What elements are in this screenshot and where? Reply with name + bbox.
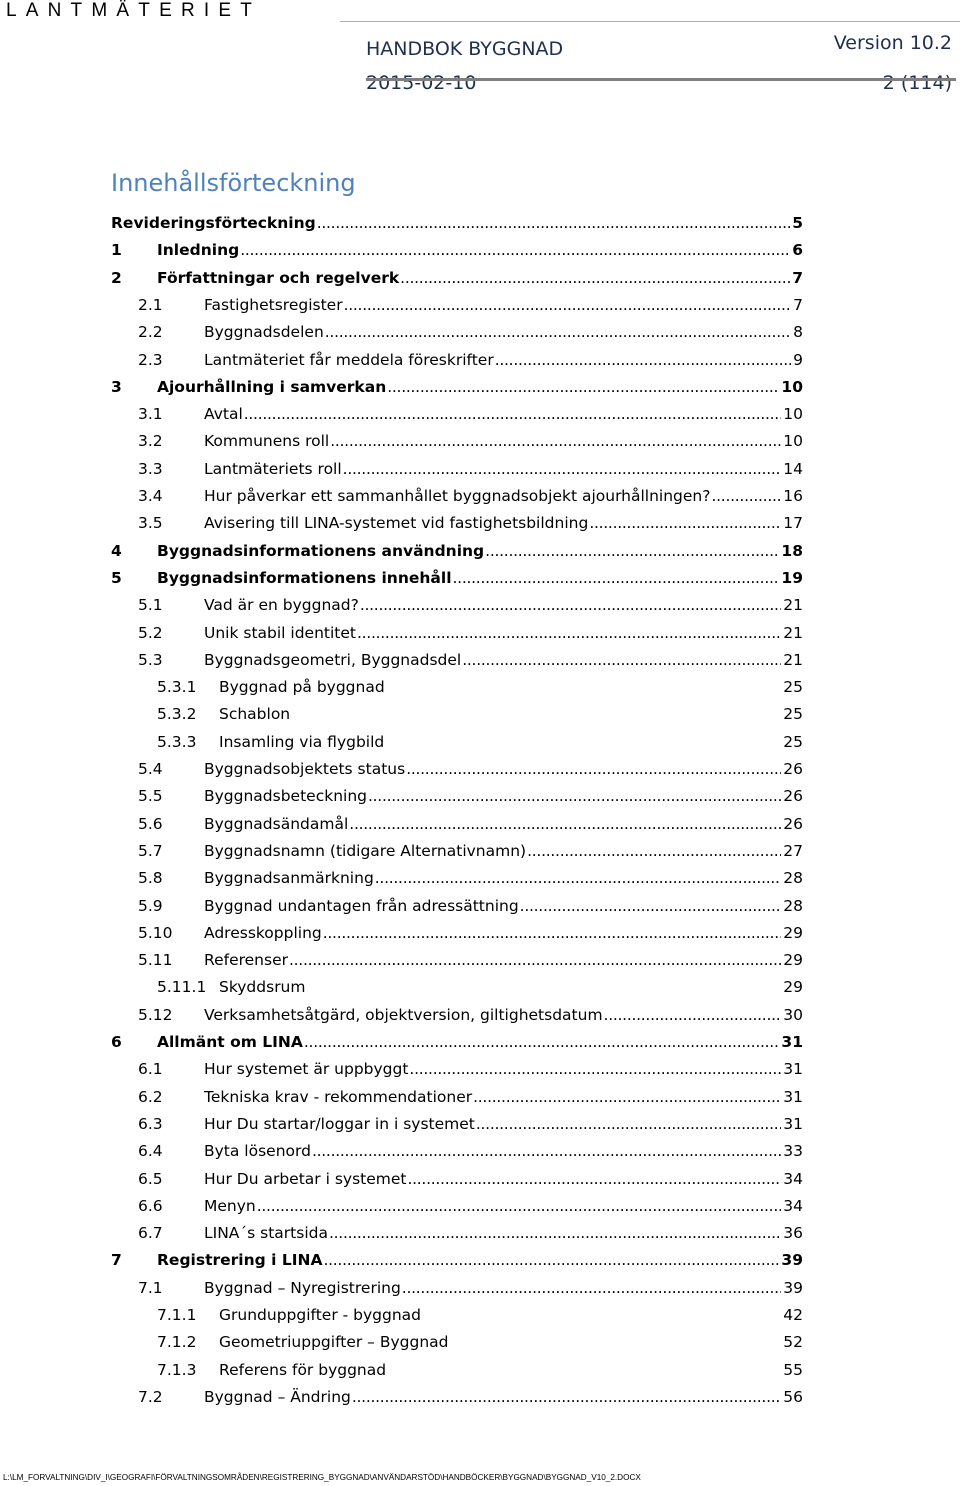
toc-dot-leader [329, 428, 781, 455]
toc-entry-number: 1 [111, 241, 122, 260]
page-number: 2 (114) [882, 72, 952, 94]
toc-entry-title: Byggnad undantagen från adressättning [204, 896, 519, 915]
toc-entry-title: Byggnadsanmärkning [204, 869, 374, 888]
toc-entry-title: Byggnadsändamål [204, 814, 349, 833]
toc-entry-title: Lantmäteriets roll [204, 459, 342, 478]
toc-entry-title: Registrering i LINA [157, 1251, 323, 1270]
toc-entry-number: 5.2 [138, 623, 163, 642]
toc-dot-leader [356, 620, 781, 647]
toc-entry-title: Adresskoppling [204, 923, 322, 942]
toc-entry[interactable] [138, 920, 803, 947]
toc-entry-page: 17 [783, 514, 803, 533]
toc-dot-leader [472, 1084, 781, 1111]
toc-entry-title: Kommunens roll [204, 432, 330, 451]
header-divider [366, 78, 956, 81]
toc-dot-leader [348, 811, 781, 838]
toc-dot-leader [322, 1247, 779, 1274]
toc-entry-page: 10 [783, 405, 803, 424]
toc-entry-title: Fastighetsregister [204, 295, 343, 314]
toc-entry-page: 55 [783, 1360, 803, 1379]
toc-entry[interactable] [138, 319, 803, 346]
toc-dot-leader [311, 1138, 781, 1165]
toc-entry-title: Referens för byggnad [219, 1360, 387, 1379]
toc-entry[interactable] [138, 865, 803, 892]
toc-entry[interactable] [138, 647, 803, 674]
toc-entry-page: 21 [783, 623, 803, 642]
toc-entry-title: Geometriuppgifter – Byggnad [219, 1333, 449, 1352]
toc-entry-title: Byggnadsbeteckning [204, 787, 367, 806]
toc-entry-number: 5.4 [138, 760, 163, 778]
toc-entry-page: 5 [792, 214, 803, 232]
toc-entry-number: 6.3 [138, 1114, 163, 1133]
toc-entry-title: Hur Du startar/loggar in i systemet [204, 1114, 475, 1133]
toc-entry-page: 28 [783, 869, 803, 888]
toc-dot-leader [526, 838, 781, 865]
toc-entry-page: 21 [783, 596, 803, 615]
toc-entry-page: 26 [783, 787, 803, 806]
toc-entry-title: Ajourhållning i samverkan [157, 377, 387, 396]
toc-entry[interactable] [138, 783, 803, 810]
toc-entry-page: 52 [783, 1333, 803, 1352]
toc-entry[interactable] [138, 620, 803, 647]
toc-entry[interactable] [138, 1056, 803, 1083]
toc-entry-page: 25 [783, 705, 803, 724]
toc-dot-leader [239, 237, 790, 264]
toc-entry-page: 28 [783, 896, 803, 915]
toc-entry-title: Byggnadsobjektets status [204, 760, 406, 778]
toc-entry-number: 5.3.3 [157, 732, 197, 751]
toc-dot-leader [405, 756, 781, 783]
toc-entry-title: Menyn [204, 1196, 256, 1215]
toc-entry[interactable] [111, 265, 803, 292]
toc-dot-leader [710, 483, 781, 510]
toc-entry-number: 6.5 [138, 1169, 163, 1188]
toc-entry-page: 19 [781, 568, 803, 587]
toc-entry-number: 5.9 [138, 896, 163, 915]
toc-entry-title: Byggnadsdelen [204, 323, 324, 342]
toc-entry[interactable] [111, 374, 803, 401]
toc-entry-page: 10 [783, 432, 803, 451]
toc-entry-number: 5.6 [138, 814, 163, 833]
header-top-rule [340, 21, 960, 22]
toc-entry[interactable] [138, 1111, 803, 1138]
toc-entry-number: 5.3 [138, 650, 163, 669]
toc-entry-title: Byggnadsnamn (tidigare Alternativnamn) [204, 841, 527, 860]
toc-entry[interactable] [138, 428, 803, 455]
toc-entry-title: Byggnadsinformationens innehåll [157, 568, 452, 587]
toc-entry-page: 33 [783, 1142, 803, 1161]
toc-entry[interactable] [138, 1384, 803, 1411]
toc-dot-leader [519, 893, 782, 920]
toc-entry-page: 36 [783, 1224, 803, 1243]
toc-entry-number: 5.3.1 [157, 678, 197, 697]
organization-name: LANTMÄTERIET [6, 0, 262, 21]
toc-dot-leader [343, 292, 792, 319]
toc-entry-title: Byggnadsgeometri, Byggnadsdel [204, 650, 462, 669]
toc-entry[interactable] [138, 1275, 803, 1302]
toc-entry-number: 5.7 [138, 841, 163, 860]
toc-dot-leader [475, 1111, 781, 1138]
toc-entry-number: 2.1 [138, 295, 163, 314]
toc-entry-number: 5.12 [138, 1005, 173, 1024]
toc-entry-title: Grunduppgifter - byggnad [219, 1306, 421, 1324]
toc-entry-number: 3.4 [138, 487, 163, 505]
toc-entry-page: 31 [783, 1060, 803, 1079]
toc-entry-page: 34 [783, 1169, 803, 1188]
toc-entry-page: 7 [793, 295, 803, 314]
toc-entry[interactable] [138, 947, 803, 974]
toc-entry-number: 3.2 [138, 432, 163, 451]
toc-entry[interactable] [138, 592, 803, 619]
toc-entry-title: Inledning [157, 241, 240, 260]
toc-entry-number: 7.1 [138, 1278, 163, 1297]
toc-entry[interactable] [138, 838, 803, 865]
toc-entry-number: 4 [111, 541, 122, 560]
toc-entry-title: Allmänt om LINA [157, 1033, 303, 1051]
toc-entry[interactable] [138, 456, 803, 483]
toc-dot-leader [386, 374, 779, 401]
toc-entry-number: 6.6 [138, 1196, 163, 1215]
toc-dot-leader [461, 647, 781, 674]
toc-entry-page: 8 [793, 323, 803, 342]
toc-entry[interactable] [138, 401, 803, 428]
toc-entry-title: Hur påverkar ett sammanhållet byggnadsobjekt ajourhållningen? [204, 487, 711, 505]
toc-entry[interactable] [111, 210, 803, 237]
toc-dot-leader [401, 1275, 781, 1302]
toc-dot-leader [588, 510, 781, 537]
toc-entry-number: 5 [111, 568, 122, 587]
toc-entry-title: Byggnad på byggnad [219, 678, 385, 697]
toc-entry[interactable] [157, 674, 803, 701]
toc-entry-title: Insamling via flygbild [219, 732, 385, 751]
toc-entry[interactable] [138, 1138, 803, 1165]
toc-entry-number: 3 [111, 377, 122, 396]
toc-entry-title: LINA´s startsida [204, 1224, 328, 1243]
toc-dot-leader [351, 1384, 781, 1411]
toc-heading: Innehållsförteckning [111, 169, 356, 197]
toc-dot-leader [452, 565, 780, 592]
file-path-footer: L:\LM_FORVALTNING\DIV_I\GEOGRAFI\FÖRVALTNINGSOMRÅDEN\REGISTRERING_BYGGNAD\ANVÄNDARSTÖD\HANDBÖCKER\BYGGNAD\BYGGNAD_V10_2.DOCX [3, 1473, 641, 1482]
toc-entry[interactable] [138, 1220, 803, 1247]
toc-entry-page: 9 [793, 350, 803, 369]
toc-entry[interactable] [138, 1002, 803, 1029]
toc-dot-leader [322, 920, 782, 947]
toc-entry[interactable] [138, 510, 803, 537]
toc-entry[interactable] [138, 292, 803, 319]
toc-entry[interactable] [111, 1029, 803, 1056]
toc-entry-number: 2.3 [138, 350, 163, 369]
toc-entry-title: Skyddsrum [219, 978, 306, 997]
toc-entry-page: 21 [783, 650, 803, 669]
toc-entry-title: Schablon [219, 705, 291, 724]
document-date: 2015-02-10 [366, 72, 477, 94]
toc-entry-title: Avtal [204, 405, 243, 424]
toc-dot-leader [256, 1193, 782, 1220]
toc-entry-title: Lantmäteriet får meddela föreskrifter [204, 350, 494, 369]
toc-entry-page: 30 [783, 1005, 803, 1024]
toc-dot-leader [408, 1056, 781, 1083]
toc-dot-leader [484, 538, 779, 565]
toc-entry-page: 6 [792, 241, 803, 260]
toc-dot-leader [494, 347, 791, 374]
toc-dot-leader [288, 947, 781, 974]
toc-entry-number: 6.7 [138, 1224, 163, 1243]
toc-entry-page: 7 [792, 268, 803, 287]
toc-entry-title: Revideringsförteckning [111, 214, 316, 232]
toc-dot-leader [406, 1166, 781, 1193]
toc-entry[interactable] [138, 1193, 803, 1220]
toc-entry[interactable] [111, 1247, 803, 1274]
toc-dot-leader [399, 265, 790, 292]
toc-entry-number: 5.3.2 [157, 705, 197, 724]
toc-entry-number: 7.1.2 [157, 1333, 197, 1352]
toc-entry-page: 25 [783, 732, 803, 751]
toc-entry-page: 31 [781, 1033, 803, 1051]
toc-entry[interactable] [111, 565, 803, 592]
toc-entry-number: 5.5 [138, 787, 163, 806]
toc-entry[interactable] [111, 237, 803, 264]
toc-entry-number: 7.1.1 [157, 1306, 197, 1324]
toc-entry-page: 16 [783, 487, 803, 505]
toc-entry[interactable] [138, 756, 803, 783]
toc-entry-number: 3.5 [138, 514, 163, 533]
toc-entry-title: Författningar och regelverk [157, 268, 400, 287]
toc-entry-number: 7.1.3 [157, 1360, 197, 1379]
toc-entry[interactable] [138, 347, 803, 374]
toc-entry-page: 39 [781, 1251, 803, 1270]
toc-entry[interactable] [138, 811, 803, 838]
toc-entry-number: 6.1 [138, 1060, 163, 1079]
toc-dot-leader [374, 865, 781, 892]
toc-entry-page: 56 [783, 1387, 803, 1406]
toc-entry[interactable] [157, 1357, 803, 1384]
toc-entry-number: 6.4 [138, 1142, 163, 1161]
toc-entry-page: 31 [783, 1087, 803, 1106]
toc-entry-title: Hur systemet är uppbyggt [204, 1060, 409, 1079]
toc-entry-page: 34 [783, 1196, 803, 1215]
toc-entry-title: Verksamhetsåtgärd, objektversion, giltighetsdatum [204, 1005, 603, 1024]
toc-entry[interactable] [157, 1302, 803, 1329]
toc-dot-leader [328, 1220, 781, 1247]
toc-entry-title: Tekniska krav - rekommendationer [204, 1087, 473, 1106]
toc-entry[interactable] [157, 974, 803, 1001]
toc-entry[interactable] [138, 1166, 803, 1193]
toc-entry[interactable] [157, 1329, 803, 1356]
toc-entry-number: 5.1 [138, 596, 163, 615]
toc-entry-number: 2 [111, 268, 122, 287]
toc-dot-leader [359, 592, 781, 619]
toc-entry[interactable] [138, 483, 803, 510]
version-label: Version 10.2 [833, 32, 952, 54]
toc-dot-leader [316, 210, 790, 237]
toc-entry-title: Byggnad – Nyregistrering [204, 1278, 401, 1297]
toc-entry-page: 42 [783, 1306, 803, 1324]
toc-dot-leader [303, 1029, 780, 1056]
toc-entry-number: 2.2 [138, 323, 163, 342]
toc-entry-number: 3.1 [138, 405, 163, 424]
toc-entry-page: 39 [783, 1278, 803, 1297]
toc-entry-page: 27 [783, 841, 803, 860]
toc-entry-number: 7.2 [138, 1387, 163, 1406]
toc-dot-leader [603, 1002, 782, 1029]
toc-entry-number: 3.3 [138, 459, 163, 478]
toc-entry-number: 5.11 [138, 951, 173, 970]
toc-entry-title: Hur Du arbetar i systemet [204, 1169, 407, 1188]
toc-entry-title: Byggnad – Ändring [204, 1387, 351, 1406]
toc-entry[interactable] [111, 538, 803, 565]
toc-entry-page: 10 [781, 377, 803, 396]
toc-entry[interactable] [157, 729, 803, 756]
toc-dot-leader [367, 783, 781, 810]
toc-entry-title: Vad är en byggnad? [204, 596, 359, 615]
toc-entry-title: Unik stabil identitet [204, 623, 356, 642]
toc-entry-number: 6 [111, 1033, 122, 1051]
toc-entry-page: 26 [783, 814, 803, 833]
toc-entry-page: 29 [783, 978, 803, 997]
toc-entry-page: 25 [783, 678, 803, 697]
toc-entry-number: 6.2 [138, 1087, 163, 1106]
toc-dot-leader [243, 401, 782, 428]
toc-entry-page: 26 [783, 760, 803, 778]
toc-entry-page: 31 [783, 1114, 803, 1133]
toc-entry-title: Byggnadsinformationens användning [157, 541, 485, 560]
toc-entry-number: 5.8 [138, 869, 163, 888]
toc-entry-title: Referenser [204, 951, 288, 970]
toc-entry-number: 5.10 [138, 923, 173, 942]
toc-entry-page: 18 [781, 541, 803, 560]
toc-entry-page: 29 [783, 951, 803, 970]
toc-entry-title: Avisering till LINA-systemet vid fastighetsbildning [204, 514, 589, 533]
toc-dot-leader [324, 319, 791, 346]
toc-entry-page: 29 [783, 923, 803, 942]
toc-entry-number: 5.11.1 [157, 978, 207, 997]
toc-entry-title: Byta lösenord [204, 1142, 311, 1161]
toc-entry-number: 7 [111, 1251, 122, 1270]
toc-entry[interactable] [138, 1084, 803, 1111]
toc-entry[interactable] [138, 893, 803, 920]
toc-dot-leader [342, 456, 782, 483]
document-title: HANDBOK BYGGNAD [366, 38, 564, 60]
toc-entry[interactable] [157, 701, 803, 728]
toc-entry-page: 14 [783, 459, 803, 478]
